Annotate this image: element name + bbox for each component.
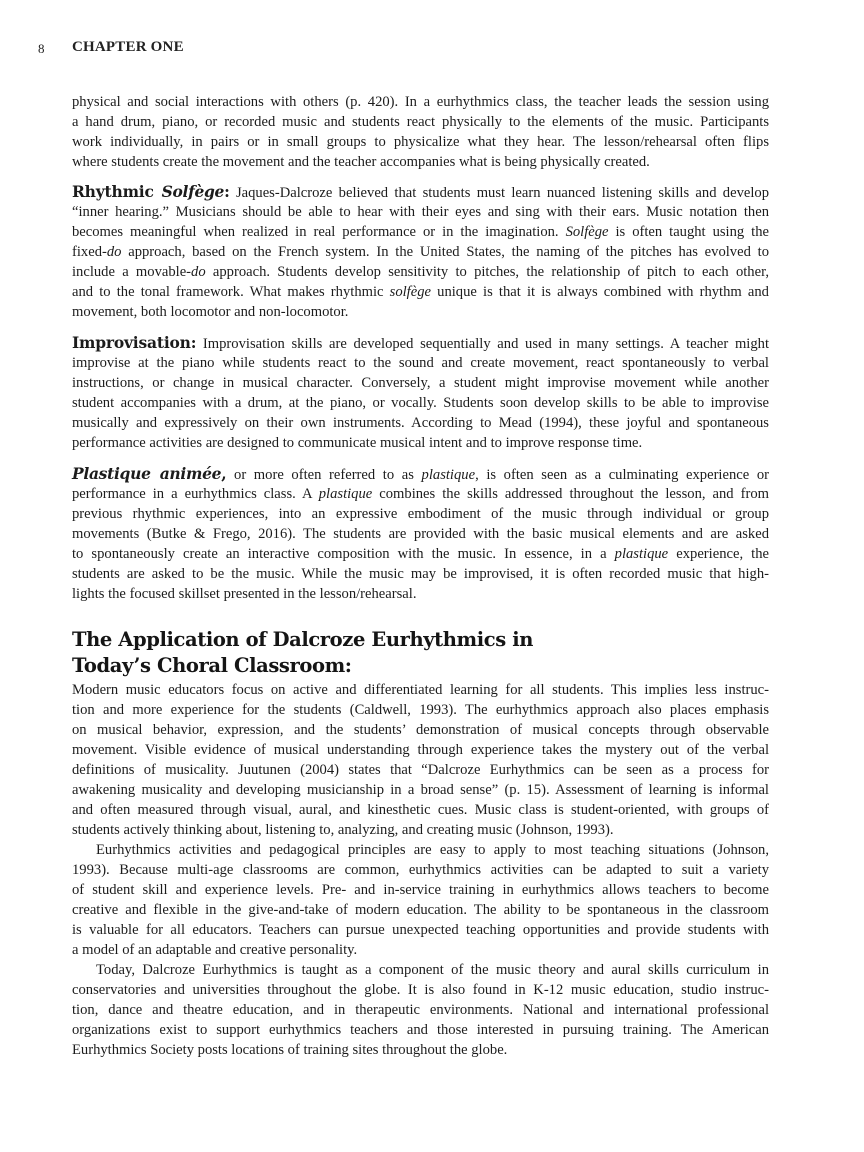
- text-line: definitions of musicality. Juutunen (2004) states that “Dalcroze Eurhythmics can be seen as a process for: [72, 762, 769, 778]
- text-line: Today, Dalcroze Eurhythmics is taught as a component of the music theory and aural skills curriculum in: [96, 962, 769, 978]
- page-number: 8: [38, 41, 45, 56]
- text-line: becomes meaningful when realized in real performance or in the imagination. Solfège is often taught using the: [72, 224, 769, 240]
- text-line: Rhythmic Solfège: Jaques-Dalcroze believed that students must learn nuanced listening skills and develop: [72, 182, 769, 201]
- intro-paragraph: [72, 92, 769, 172]
- run-in-heading: Rhythmic Solfège:: [72, 182, 230, 201]
- page-header: [0, 39, 864, 61]
- text-line: lights the focused skillset presented in the lesson/rehearsal.: [72, 586, 417, 602]
- plastique-paragraph: [72, 464, 769, 604]
- text-line: movements (Butke & Frego, 2016). The students are provided with the basic musical elements and are asked: [72, 526, 769, 542]
- text-line: performance activities are designed to communicate musical intent and to improve response time.: [72, 435, 643, 451]
- running-head: CHAPTER ONE: [72, 39, 184, 55]
- text-line: Eurhythmics activities and pedagogical principles are easy to apply to most teaching situations (Johnson,: [96, 842, 769, 858]
- text-line: student accompanies with a drum, at the piano, or vocally. Students soon develop skills to be able to improvise: [72, 395, 769, 411]
- improvisation-paragraph: [72, 333, 769, 453]
- text-line: “inner hearing.” Musicians should be able to hear with their eyes and sing with their ears. Music notation then: [72, 204, 769, 220]
- section-heading: [72, 627, 533, 679]
- section-heading-line: The Application of Dalcroze Eurhythmics in: [72, 628, 534, 651]
- text-line: tion and more experience for the students (Caldwell, 1993). The eurhythmics approach also places emphasis: [72, 702, 769, 718]
- text-line: musically and expressively on their own instruments. According to Mead (1994), these joyful and spontaneous: [72, 415, 769, 431]
- text-line: a model of an adaptable and creative personality.: [72, 942, 358, 958]
- text-line: and to the tonal framework. What makes rhythmic solfège unique is that it is always combined with rhythm and: [72, 284, 769, 300]
- text-line: Plastique animée, or more often referred to as plastique, is often seen as a culminating experience or: [72, 464, 769, 483]
- text-line: to spontaneously create an interactive composition with the music. In essence, in a plastique experience, the: [72, 546, 769, 562]
- section-paragraph-1: [72, 680, 769, 840]
- text-line: on musical behavior, expression, and the students’ demonstration of musical concepts through observable: [72, 722, 769, 738]
- text-line: of student skill and experience levels. Pre- and in-service training in eurhythmics allows teachers to become: [72, 882, 769, 898]
- text-line: students are asked to be the music. While the music may be improvised, it is often recorded music that high-: [72, 566, 769, 582]
- text-line: awakening musicality and developing musicianship in a broad sense” (p. 15). Assessment of learning is informal: [72, 782, 769, 798]
- text-line: and often measured through visual, aural, and kinesthetic cues. Music class is student-oriented, with groups of: [72, 802, 769, 818]
- text-line: improvise at the piano while students react to the sound and create movement, react spontaneously to verbal: [72, 355, 769, 371]
- text-line: include a movable-do approach. Students develop sensitivity to pitches, the relationship of pitch to each other,: [72, 264, 770, 280]
- text-line: Improvisation: Improvisation skills are developed sequentially and used in many settings. A teacher might: [72, 333, 769, 352]
- text-line: movement. Visible evidence of musical understanding through experience takes the mystery out of the verbal: [72, 742, 769, 758]
- rhythmic-solfege-paragraph: [72, 182, 769, 322]
- text-line: movement, both locomotor and non-locomotor.: [72, 304, 349, 320]
- section-paragraph-2: [72, 840, 769, 960]
- text-line: Eurhythmics Society posts locations of training sites throughout the globe.: [72, 1042, 508, 1058]
- run-in-heading: Plastique animée: [72, 464, 222, 483]
- text-line: where students create the movement and the teacher accompanies what is being physically created.: [72, 154, 650, 170]
- text-line: work individually, in pairs or in small groups to physicalize what they hear. The lesson/rehearsal often flips: [72, 134, 769, 150]
- text-line: conservatories and universities throughout the globe. It is also found in K-12 music education, studio instruc-: [72, 982, 769, 998]
- text-line: a hand drum, piano, or recorded music and students react physically to the elements of the music. Participants: [72, 114, 769, 130]
- section-paragraph-3: [72, 960, 769, 1060]
- text-line: is valuable for all educators. Teachers can pursue unexpected teaching opportunities and provide students with: [72, 922, 769, 938]
- section-heading-line: Today’s Choral Classroom:: [72, 654, 352, 677]
- text-line: fixed-do approach, based on the French system. In the United States, the naming of the pitches has evolved to: [72, 244, 769, 260]
- text-line: students actively thinking about, listening to, analyzing, and creating music (Johnson, 1993).: [72, 822, 614, 838]
- text-line: previous rhythmic experiences, into an expressive embodiment of the music through individual or group: [72, 506, 769, 522]
- text-line: Modern music educators focus on active and differentiated learning for all students. This implies less instruc-: [72, 682, 769, 698]
- text-line: tion, dance and theatre education, and in therapeutic environments. National and international professional: [72, 1002, 769, 1018]
- text-line: organizations exist to support eurhythmics teachers and those interested in pursuing training. The American: [72, 1022, 769, 1038]
- text-line: physical and social interactions with others (p. 420). In a eurhythmics class, the teacher leads the session using: [72, 94, 769, 110]
- text-line: instructions, or change in musical character. Conversely, a student might improvise movement while another: [72, 375, 769, 391]
- text-line: performance in a eurhythmics class. A plastique combines the skills addressed throughout the lesson, and from: [72, 486, 769, 502]
- text-line: 1993). Because multi-age classrooms are common, eurhythmics activities can be adapted to suit a variety: [72, 862, 769, 878]
- run-in-heading: Improvisation:: [72, 333, 197, 352]
- text-line: creative and flexible in the give-and-take of modern education. The ability to be spontaneous in the classroom: [72, 902, 769, 918]
